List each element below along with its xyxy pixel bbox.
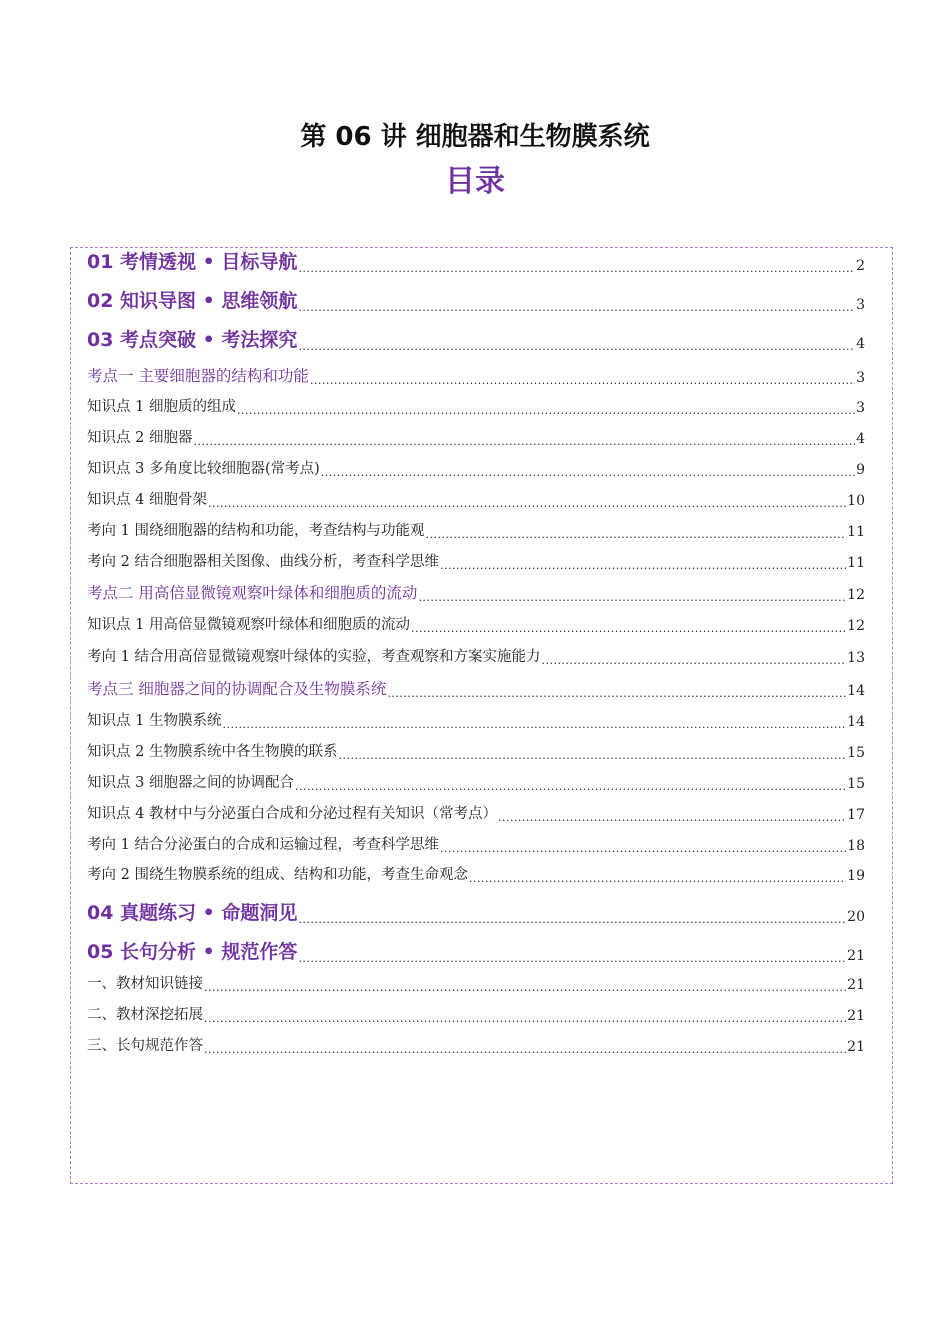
- toc-entry[interactable]: [87, 286, 865, 313]
- toc-entry-label: 01 考情透视 • 目标导航: [87, 251, 298, 273]
- toc-entry[interactable]: [87, 1034, 865, 1055]
- toc-entry-page-number: 2: [856, 258, 865, 274]
- toc-entry-label: 知识点 3 多角度比较细胞器(常考点): [87, 461, 320, 477]
- toc-entry-page-number: 21: [847, 948, 865, 964]
- toc-leader-dots: [425, 529, 846, 540]
- toc-entry-page-number: 4: [856, 336, 865, 352]
- toc-entry-page-number: 20: [847, 909, 865, 925]
- toc-entry-page-number: 15: [847, 745, 865, 761]
- toc-entry[interactable]: [87, 395, 865, 416]
- toc-entry-label: 知识点 2 生物膜系统中各生物膜的联系: [87, 744, 338, 760]
- toc-entry[interactable]: [87, 364, 865, 386]
- toc-leader-dots: [298, 953, 846, 964]
- toc-entry-label: 考向 1 围绕细胞器的结构和功能，考查结构与功能观: [87, 523, 425, 539]
- toc-entry[interactable]: [87, 863, 865, 884]
- toc-leader-dots: [204, 1013, 846, 1024]
- toc-entry-label: 知识点 4 教材中与分泌蛋白合成和分泌过程有关知识（常考点）: [87, 806, 497, 822]
- toc-entry-page-number: 3: [856, 400, 865, 416]
- toc-entry[interactable]: [87, 937, 865, 964]
- toc-entry-page-number: 21: [847, 1008, 865, 1024]
- toc-leader-dots: [222, 719, 846, 730]
- toc-entry-label: 二、教材深挖拓展: [87, 1007, 203, 1023]
- toc-entry-page-number: 21: [847, 977, 865, 993]
- toc-entry-page-number: 14: [847, 714, 865, 730]
- document-title: 第 06 讲 细胞器和生物膜系统: [300, 122, 650, 152]
- toc-entry[interactable]: [87, 833, 865, 854]
- toc-entry[interactable]: [87, 325, 865, 352]
- toc-entry-label: 考向 2 结合细胞器相关图像、曲线分析，考查科学思维: [87, 554, 439, 570]
- toc-entry[interactable]: [87, 771, 865, 792]
- toc-entry-page-number: 10: [847, 493, 865, 509]
- toc-entry-page-number: 18: [847, 838, 865, 854]
- toc-leader-dots: [541, 655, 846, 666]
- toc-entry[interactable]: [87, 457, 865, 478]
- toc-leader-dots: [204, 1044, 846, 1055]
- toc-leader-dots: [440, 560, 846, 571]
- toc-entry-label: 考点一 主要细胞器的结构和功能: [87, 367, 309, 385]
- toc-entry-label: 04 真题练习 • 命题洞见: [87, 902, 298, 924]
- toc-entry-page-number: 15: [847, 776, 865, 792]
- toc-entry-label: 一、教材知识链接: [87, 976, 203, 992]
- toc-leader-dots: [295, 781, 846, 792]
- toc-entry-label: 知识点 3 细胞器之间的协调配合: [87, 775, 294, 791]
- toc-entry-label: 考点二 用高倍显微镜观察叶绿体和细胞质的流动: [87, 584, 418, 602]
- toc-entry-page-number: 17: [847, 807, 865, 823]
- toc-entry[interactable]: [87, 645, 865, 666]
- toc-leader-dots: [321, 467, 855, 478]
- toc-entry[interactable]: [87, 581, 865, 603]
- toc-leader-dots: [418, 592, 846, 603]
- toc-leader-dots: [440, 843, 846, 854]
- toc-leader-dots: [310, 375, 855, 386]
- toc-entry-label: 考向 2 围绕生物膜系统的组成、结构和功能，考查生命观念: [87, 867, 468, 883]
- toc-leader-dots: [208, 498, 846, 509]
- toc-entry[interactable]: [87, 740, 865, 761]
- toc-entry[interactable]: [87, 1003, 865, 1024]
- toc-entry-page-number: 3: [856, 370, 865, 386]
- toc-leader-dots: [338, 750, 846, 761]
- toc-entry-label: 知识点 1 细胞质的组成: [87, 399, 236, 415]
- toc-leader-dots: [387, 688, 846, 699]
- toc-entry-label: 知识点 2 细胞器: [87, 430, 193, 446]
- toc-leader-dots: [237, 405, 855, 416]
- toc-entry-page-number: 11: [847, 555, 865, 571]
- toc-entry[interactable]: [87, 247, 865, 274]
- toc-entry-label: 三、长句规范作答: [87, 1038, 203, 1054]
- toc-entry[interactable]: [87, 550, 865, 571]
- toc-leader-dots: [298, 263, 855, 274]
- toc-heading: 目录: [445, 164, 505, 199]
- toc-entry-label: 考点三 细胞器之间的协调配合及生物膜系统: [87, 680, 387, 698]
- toc-entry[interactable]: [87, 972, 865, 993]
- toc-entry-page-number: 12: [847, 618, 865, 634]
- toc-entry-page-number: 4: [856, 431, 865, 447]
- toc-entry-label: 考向 1 结合分泌蛋白的合成和运输过程，考查科学思维: [87, 837, 439, 853]
- toc-leader-dots: [298, 341, 855, 352]
- toc-entry-label: 知识点 4 细胞骨架: [87, 492, 207, 508]
- toc-entry[interactable]: [87, 488, 865, 509]
- toc-entry[interactable]: [87, 898, 865, 925]
- toc-leader-dots: [469, 873, 846, 884]
- toc-entry-page-number: 14: [847, 683, 865, 699]
- toc-entry-label: 考向 1 结合用高倍显微镜观察叶绿体的实验，考查观察和方案实施能力: [87, 649, 541, 665]
- toc-entry[interactable]: [87, 426, 865, 447]
- toc-entry-page-number: 21: [847, 1039, 865, 1055]
- toc-entry-page-number: 11: [847, 524, 865, 540]
- toc-entry-page-number: 13: [847, 650, 865, 666]
- toc-entry-label: 03 考点突破 • 考法探究: [87, 329, 298, 351]
- toc-entry[interactable]: [87, 519, 865, 540]
- toc-entry-label: 知识点 1 生物膜系统: [87, 713, 222, 729]
- toc-leader-dots: [411, 623, 846, 634]
- toc-leader-dots: [298, 914, 846, 925]
- toc-leader-dots: [204, 982, 846, 993]
- toc-entry-label: 02 知识导图 • 思维领航: [87, 290, 298, 312]
- toc-entry-label: 05 长句分析 • 规范作答: [87, 941, 298, 963]
- toc-entry[interactable]: [87, 613, 865, 634]
- toc-entry[interactable]: [87, 677, 865, 699]
- toc-leader-dots: [498, 812, 846, 823]
- toc-entry-page-number: 3: [856, 297, 865, 313]
- toc-entry-page-number: 19: [847, 868, 865, 884]
- toc-entry[interactable]: [87, 709, 865, 730]
- toc-entry[interactable]: [87, 802, 865, 823]
- toc-entry-label: 知识点 1 用高倍显微镜观察叶绿体和细胞质的流动: [87, 617, 410, 633]
- toc-leader-dots: [298, 302, 855, 313]
- toc-entry-page-number: 12: [847, 587, 865, 603]
- toc-leader-dots: [193, 436, 855, 447]
- toc-entry-page-number: 9: [856, 462, 865, 478]
